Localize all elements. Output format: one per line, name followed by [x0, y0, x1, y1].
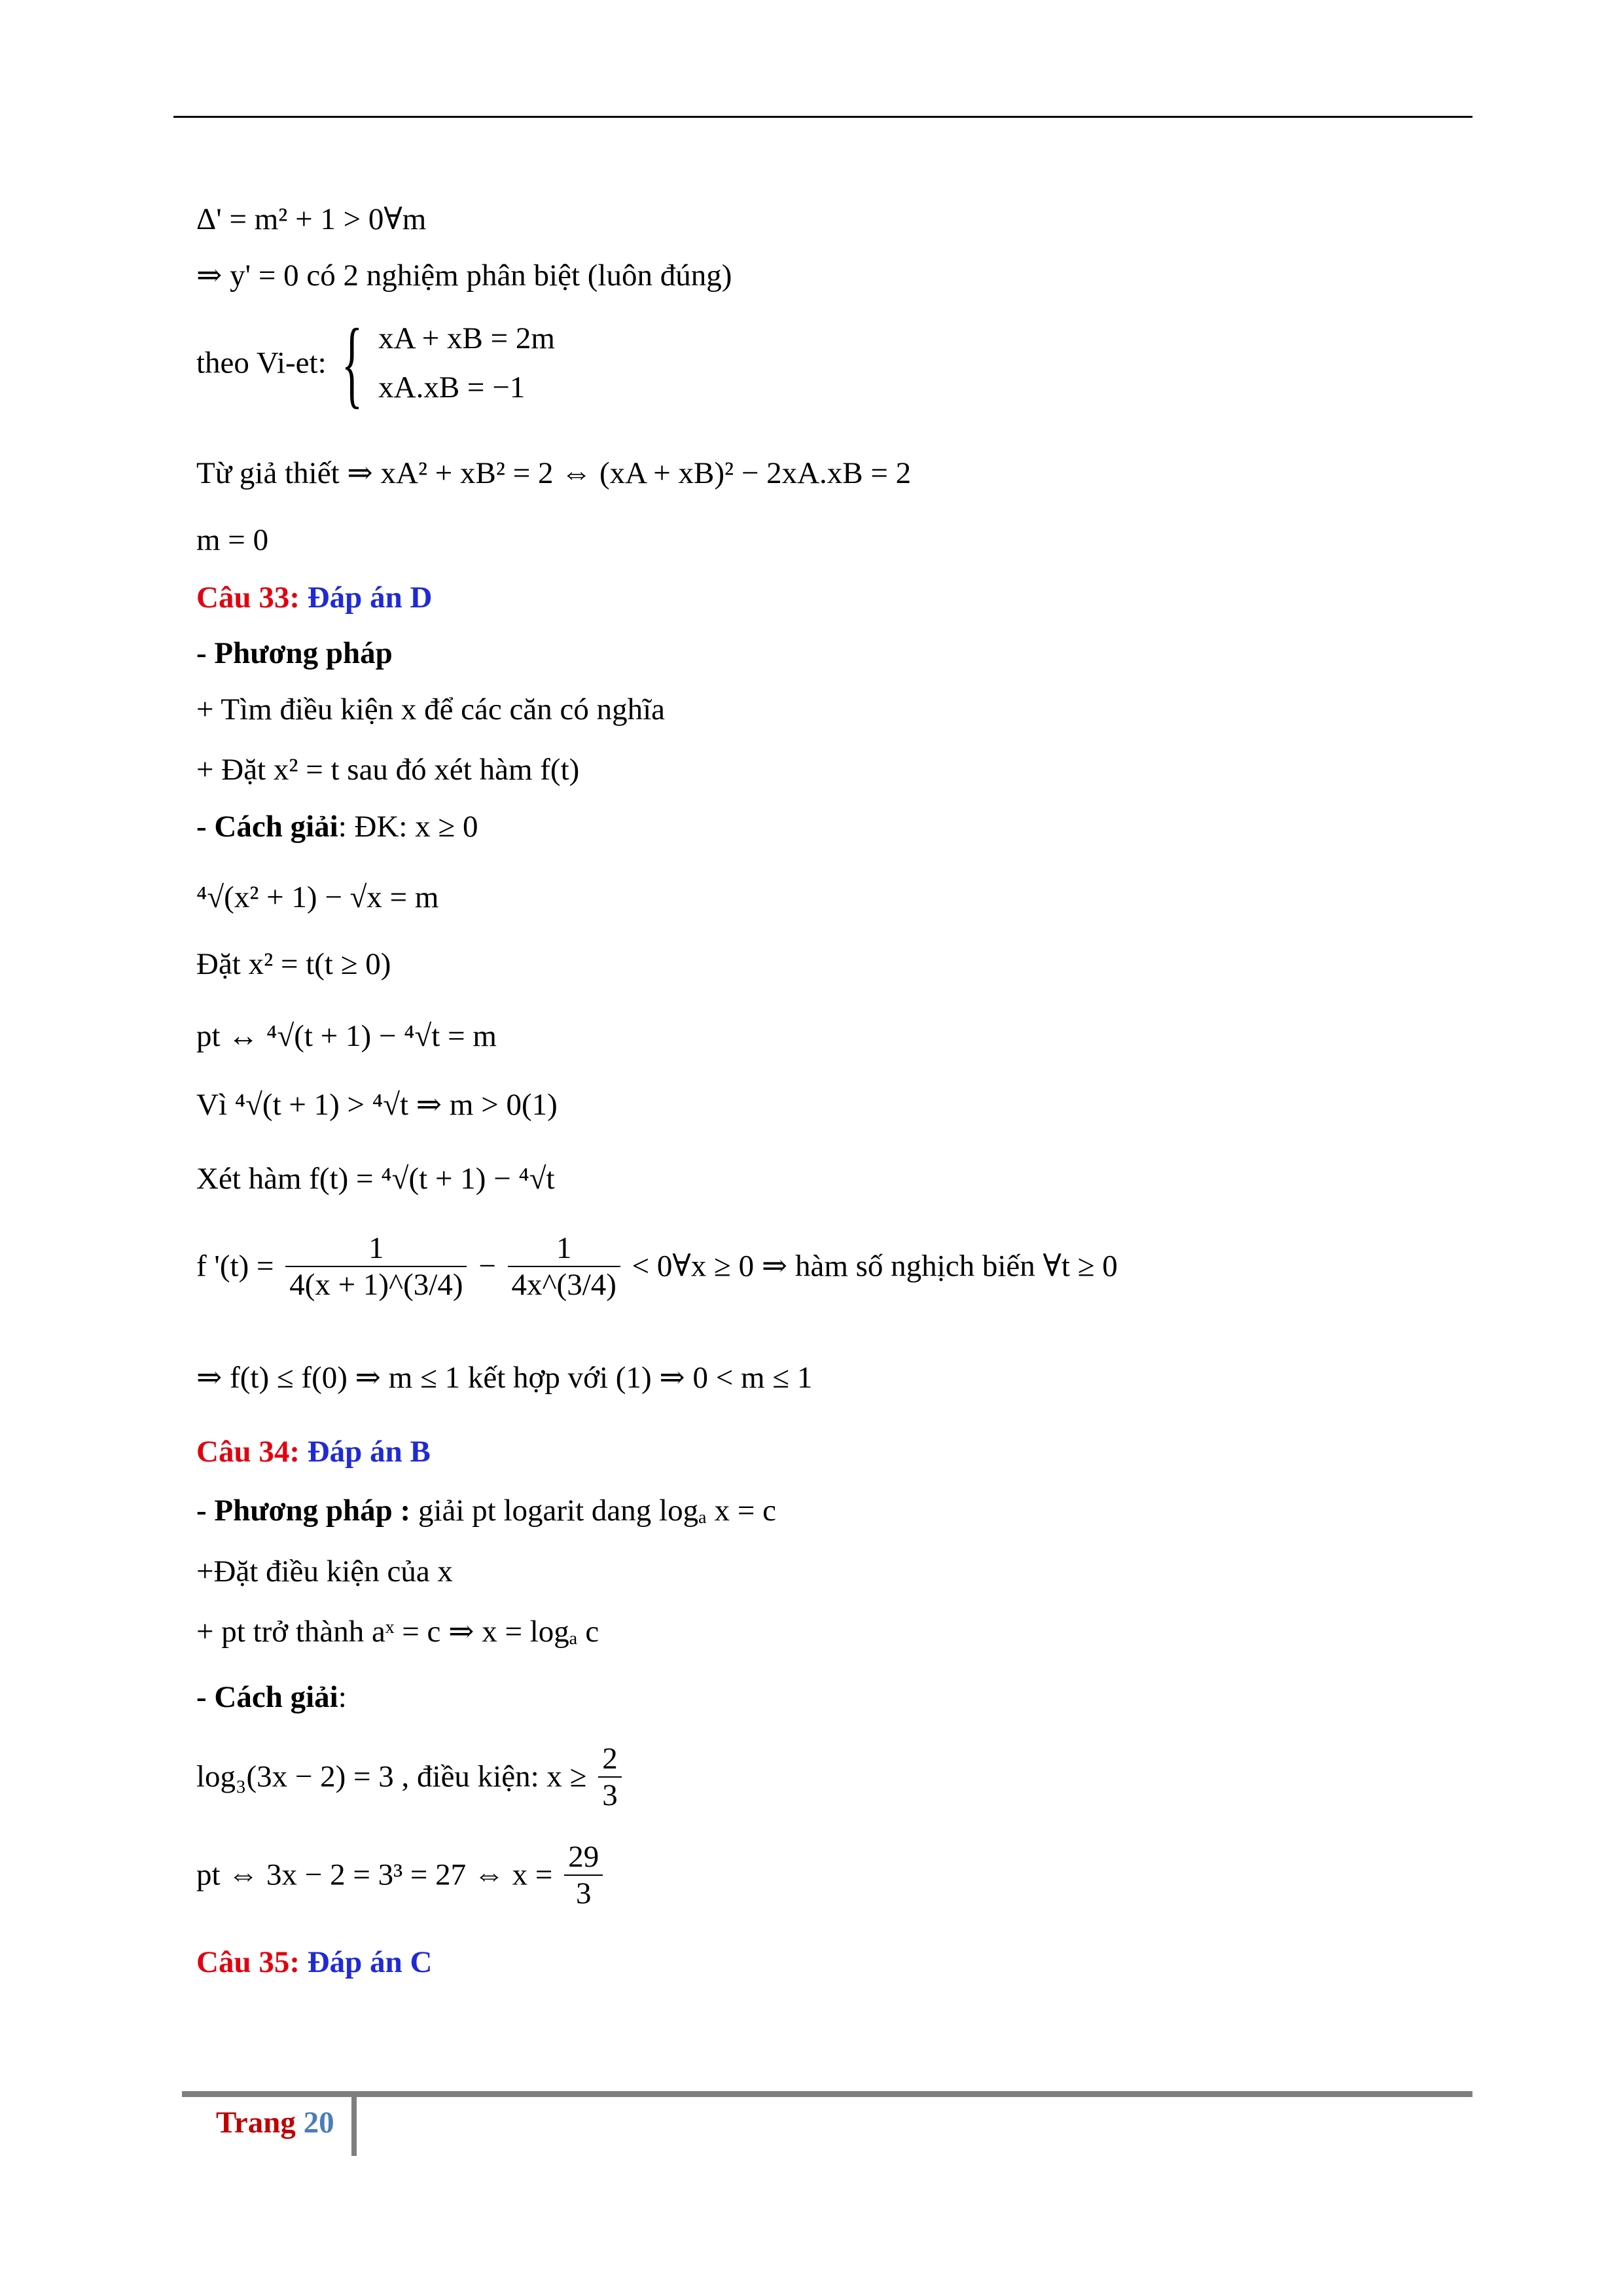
vieta-label: theo Vi-et:	[196, 346, 327, 380]
footer-rule	[182, 2091, 1472, 2097]
q33-conclusion: ⇒ f(t) ≤ f(0) ⇒ m ≤ 1 kết hợp với (1) ⇒ 0 < m ≤ 1	[196, 1361, 813, 1395]
roots-line: ⇒ y' = 0 có 2 nghiệm phân biệt (luôn đúng)	[196, 259, 732, 293]
q35-answer: Đáp án C	[307, 1945, 433, 1979]
result-numerator: 29	[564, 1839, 603, 1876]
m-result: m = 0	[196, 523, 269, 557]
derivative-fraction-2	[508, 1230, 620, 1302]
fraction-2-numerator: 1	[508, 1230, 620, 1267]
q33-step1: + Tìm điều kiện x để các căn có nghĩa	[196, 692, 666, 726]
page-label: Trang	[216, 2106, 296, 2140]
q34-equation	[196, 1741, 626, 1813]
q34-method-label: - Phương pháp :	[196, 1494, 411, 1528]
vieta-system	[196, 309, 555, 418]
q33-method-label: - Phương pháp	[196, 636, 393, 670]
header-rule	[173, 116, 1472, 118]
fraction-2-denominator: 4x^(3/4)	[511, 1268, 616, 1302]
q33-equation: ⁴√(x² + 1) − √x = m	[196, 880, 439, 914]
vieta-eq-sum: xA + xB = 2m	[378, 321, 555, 355]
q33-substitution: Đặt x² = t(t ≥ 0)	[196, 947, 391, 981]
fraction-1-denominator: 4(x + 1)^(3/4)	[289, 1268, 463, 1302]
footer-divider	[351, 2097, 357, 2156]
q33-step2: + Đặt x² = t sau đó xét hàm f(t)	[196, 753, 580, 787]
q34-condition-fraction	[598, 1741, 622, 1813]
minus-sign: −	[478, 1249, 496, 1283]
q33-answer: Đáp án D	[307, 581, 433, 615]
hypothesis-label: Từ giả thiết	[196, 456, 340, 490]
q34-result-text: pt ⇔ 3x − 2 = 3³ = 27 ⇔ x =	[196, 1857, 553, 1892]
q35-number: Câu 35:	[196, 1945, 300, 1979]
q33-function: Xét hàm f(t) = ⁴√(t + 1) − ⁴√t	[196, 1162, 555, 1196]
q34-step1: +Đặt điều kiện của x	[196, 1554, 453, 1588]
q33-inequality: Vì ⁴√(t + 1) > ⁴√t ⇒ m > 0(1)	[196, 1088, 558, 1122]
q34-method-text: giải pt logarit dang logₐ x = c	[410, 1494, 777, 1528]
q33-heading	[196, 583, 432, 613]
q33-derivative	[196, 1230, 1118, 1302]
delta-line: Δ' = m² + 1 > 0∀m	[196, 202, 427, 236]
hypothesis-line	[196, 458, 911, 489]
condition-denominator: 3	[602, 1778, 618, 1813]
page-footer	[216, 2105, 334, 2140]
derivative-lhs: f '(t) =	[196, 1249, 274, 1283]
brace-icon: {	[342, 309, 363, 418]
page-number: 20	[303, 2106, 334, 2140]
q34-number: Câu 34:	[196, 1435, 300, 1469]
fraction-1-numerator: 1	[285, 1230, 467, 1267]
q34-equation-text: log₃(3x − 2) = 3 , điều kiện: x ≥	[196, 1759, 587, 1794]
derivative-fraction-1	[285, 1230, 467, 1302]
q34-method	[196, 1496, 776, 1526]
q34-step2: + pt trở thành aˣ = c ⇒ x = logₐ c	[196, 1615, 599, 1649]
q33-transformed: pt ↔ ⁴√(t + 1) − ⁴√t = m	[196, 1019, 497, 1053]
q34-solution-colon: :	[338, 1680, 347, 1714]
q33-number: Câu 33:	[196, 581, 300, 615]
q33-solution-label: - Cách giải	[196, 810, 338, 844]
hypothesis-expr: ⇒ xA² + xB² = 2 ⇔ (xA + xB)² − 2xA.xB = 2	[347, 456, 912, 490]
q33-solution	[196, 812, 478, 842]
vieta-eq-product: xA.xB = −1	[378, 370, 526, 405]
q34-solution	[196, 1682, 347, 1713]
q34-result	[196, 1839, 607, 1911]
q34-heading	[196, 1437, 431, 1467]
q34-result-fraction	[564, 1839, 603, 1911]
derivative-rhs: < 0∀x ≥ 0 ⇒ hàm số nghịch biến ∀t ≥ 0	[632, 1249, 1118, 1283]
result-denominator: 3	[575, 1876, 592, 1911]
q34-answer: Đáp án B	[307, 1435, 431, 1469]
condition-numerator: 2	[598, 1741, 622, 1778]
q33-condition: : ĐK: x ≥ 0	[338, 810, 478, 844]
q34-solution-label: - Cách giải	[196, 1680, 338, 1714]
q35-heading	[196, 1947, 432, 1978]
